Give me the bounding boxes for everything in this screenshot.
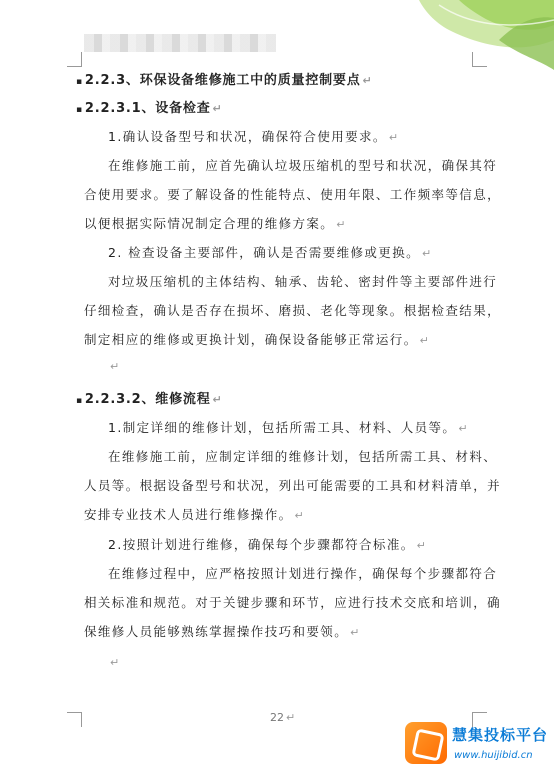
paragraph-line[interactable]: 仔细检查，确认是否存在损坏、磨损、老化等现象。根据检查结果， [84, 303, 502, 318]
corner-mark-top-right [472, 52, 487, 67]
paragraph-mark: ↵ [388, 131, 399, 144]
paragraph-mark: ↵ [212, 102, 222, 115]
paragraph-mark: ↵ [294, 509, 304, 522]
watermark-logo [405, 718, 550, 774]
page-number [270, 711, 295, 724]
list-item[interactable] [108, 537, 426, 554]
paragraph-line[interactable] [84, 216, 345, 233]
paragraph-line[interactable] [84, 332, 429, 349]
paragraph-line[interactable]: 人员等。根据设备型号和状况，列出可能需要的工具和材料清单，并 [84, 478, 502, 493]
paragraph-text: 制定相应的维修或更换计划，确保设备能够正常运行。 [84, 332, 418, 347]
paragraph-line[interactable]: 在维修施工前，应制定详细的维修计划，包括所需工具、材料、 [108, 449, 498, 464]
paragraph-line[interactable]: 合使用要求。要了解设备的性能特点、使用年限、工作频率等信息， [84, 187, 502, 202]
paragraph-mark: ↵ [212, 393, 222, 406]
subsection-heading-2[interactable] [76, 392, 222, 409]
paragraph-mark: ↵ [350, 626, 360, 639]
paragraph-mark: ↵ [286, 711, 296, 724]
paragraph-mark: ↵ [458, 422, 468, 435]
list-item-text: 1.确认设备型号和状况，确保符合使用要求。 [108, 129, 387, 144]
paragraph-mark: ↵ [110, 360, 120, 373]
list-item[interactable] [108, 245, 431, 262]
empty-paragraph[interactable] [108, 654, 119, 671]
section-heading[interactable] [76, 73, 372, 90]
paragraph-line[interactable]: 相关标准和规范。对于关键步骤和环节，应进行技术交底和培训，确 [84, 595, 502, 610]
list-item-text: 1.制定详细的维修计划，包括所需工具、材料、人员等。 [108, 420, 457, 435]
list-item[interactable] [108, 129, 398, 146]
paragraph-mark: ↵ [422, 247, 432, 260]
paragraph-mark: ↵ [362, 74, 372, 87]
watermark-url: www.huijibid.cn [454, 750, 533, 761]
heading-bullet: ▪ [76, 396, 83, 406]
logo-icon [405, 722, 447, 764]
paragraph-mark: ↵ [416, 539, 426, 552]
list-item-text: 2. 检查设备主要部件，确认是否需要维修或更换。 [108, 245, 421, 260]
decorative-leaf-graphic [379, 0, 554, 80]
heading-bullet: ▪ [76, 105, 83, 115]
paragraph-line[interactable] [84, 507, 304, 524]
paragraph-line[interactable]: 在维修过程中，应严格按照计划进行操作，确保每个步骤都符合 [108, 566, 498, 581]
subsection-title-2: 2.2.3.2、维修流程 [84, 392, 211, 407]
subsection-title-1: 2.2.3.1、设备检查 [84, 101, 211, 116]
list-item-text: 2.按照计划进行维修，确保每个步骤都符合标准。 [108, 537, 415, 552]
section-title: 2.2.3、环保设备维修施工中的质量控制要点 [84, 73, 361, 88]
corner-mark-top-left [67, 52, 82, 67]
paragraph-text: 保维修人员能够熟练掌握操作技巧和要领。 [84, 624, 349, 639]
paragraph-line[interactable] [84, 624, 359, 641]
empty-paragraph[interactable] [108, 358, 119, 375]
paragraph-line[interactable]: 对垃圾压缩机的主体结构、轴承、齿轮、密封件等主要部件进行 [108, 274, 498, 289]
heading-bullet: ▪ [76, 77, 83, 87]
paragraph-text: 以便根据实际情况制定合理的维修方案。 [84, 216, 335, 231]
subsection-heading-1[interactable] [76, 101, 222, 118]
paragraph-mark: ↵ [110, 656, 120, 669]
paragraph-text: 安排专业技术人员进行维修操作。 [84, 507, 293, 522]
page-number-text: 22 [270, 711, 284, 724]
corner-mark-bottom-left [67, 712, 82, 727]
list-item[interactable] [108, 420, 468, 437]
blurred-header [84, 34, 276, 52]
watermark-name: 慧集投标平台 [452, 726, 549, 744]
paragraph-mark: ↵ [336, 218, 346, 231]
paragraph-line[interactable]: 在维修施工前，应首先确认垃圾压缩机的型号和状况，确保其符 [108, 158, 498, 173]
paragraph-mark: ↵ [419, 334, 429, 347]
